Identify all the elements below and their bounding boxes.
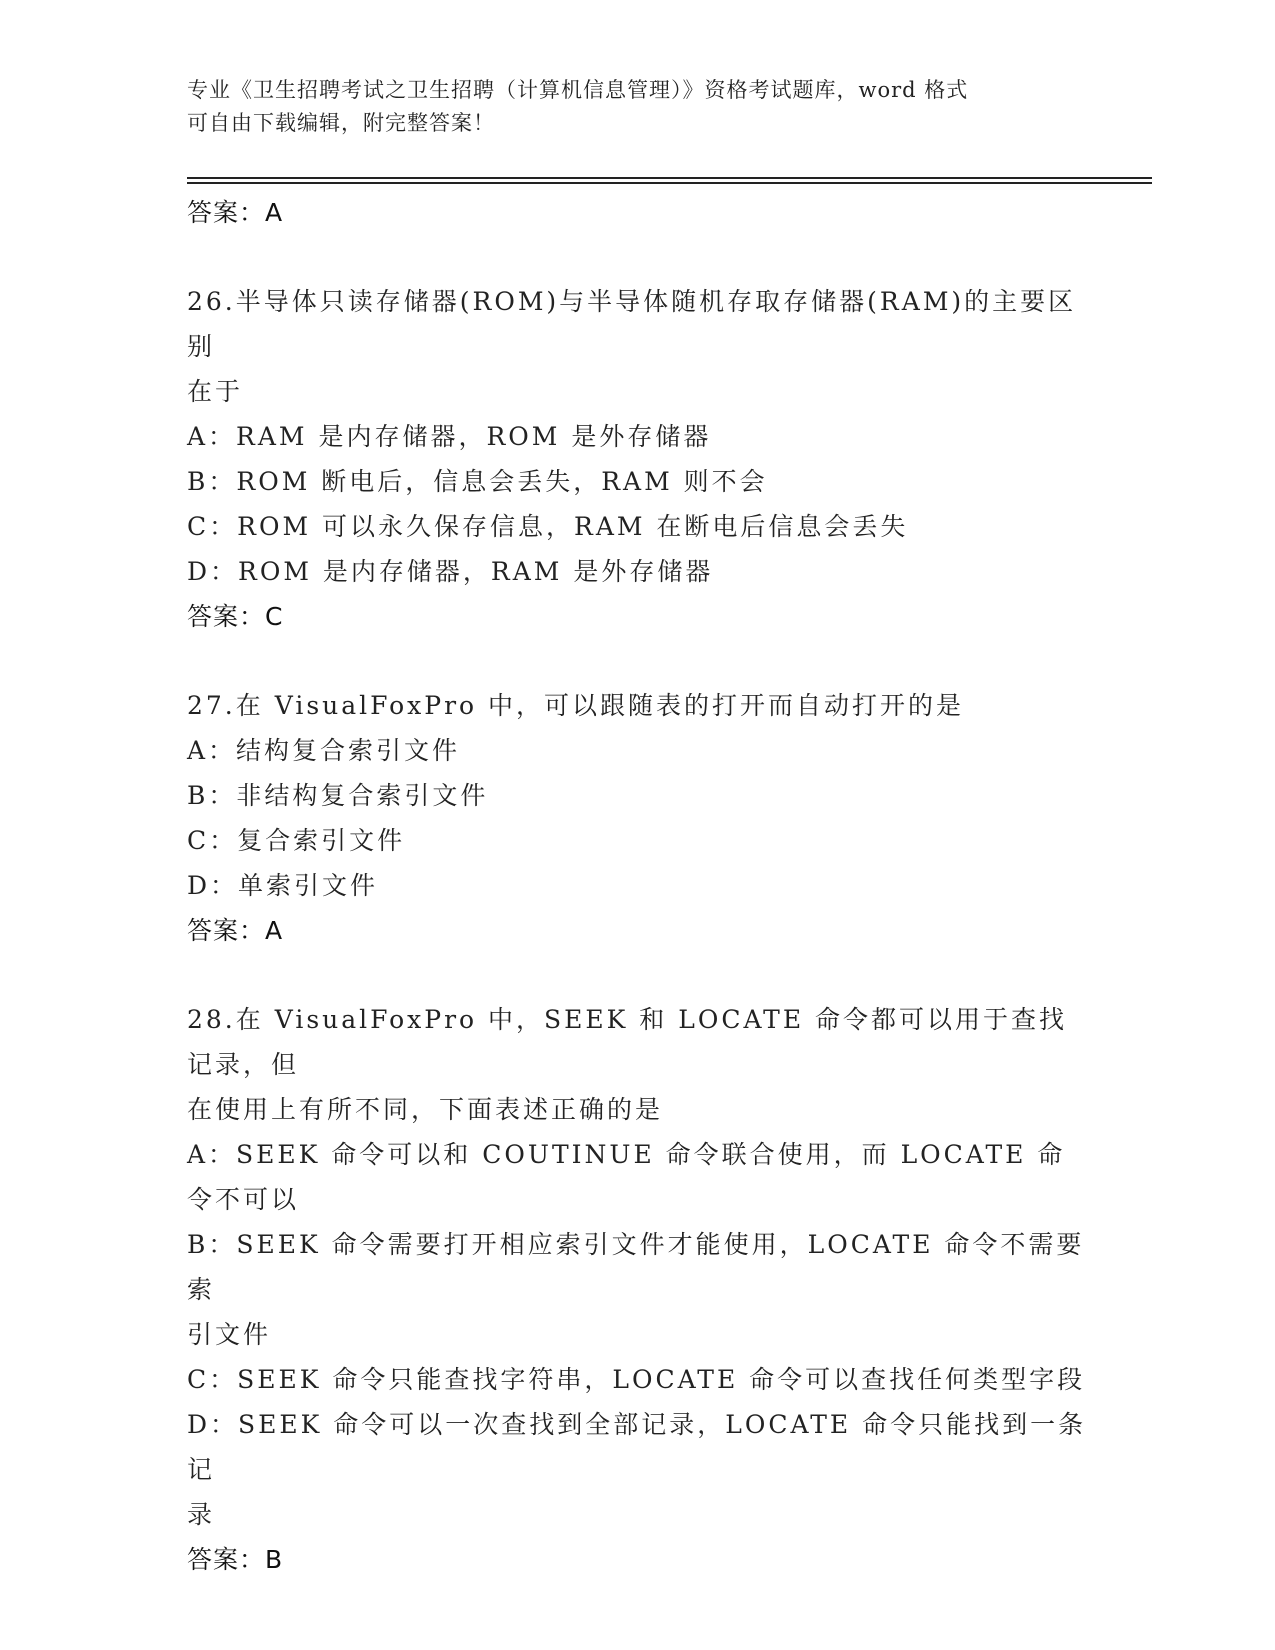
- option-line: B：非结构复合索引文件: [187, 781, 489, 810]
- option-line: A：RAM 是内存储器，ROM 是外存储器: [187, 422, 712, 451]
- header-line-2: 可自由下载编辑，附完整答案！: [187, 111, 495, 135]
- answer-line: 答案：A: [187, 916, 284, 945]
- question-2: [187, 683, 1087, 953]
- option-line: D：SEEK 命令可以一次查找到全部记录，LOCATE 命令只能找到一条记: [187, 1410, 1087, 1484]
- question-3: [187, 997, 1087, 1582]
- option-line: D：单索引文件: [187, 871, 379, 900]
- option-line: B：SEEK 命令需要打开相应索引文件才能使用，LOCATE 命令不需要索: [187, 1230, 1085, 1304]
- answer-line: 答案：C: [187, 602, 284, 631]
- previous-answer: 答案：A: [187, 198, 284, 227]
- question-stem-line: 28.在 VisualFoxPro 中，SEEK 和 LOCATE 命令都可以用于查找记录，但: [187, 1005, 1068, 1079]
- option-line: C：SEEK 命令只能查找字符串，LOCATE 命令可以查找任何类型字段: [187, 1365, 1086, 1394]
- option-line: A：SEEK 命令可以和 COUTINUE 命令联合使用，而 LOCATE 命令不可以: [187, 1140, 1066, 1214]
- header-line-1: 专业《卫生招聘考试之卫生招聘（计算机信息管理）》资格考试题库，word 格式: [187, 78, 969, 102]
- questions-container: [187, 279, 1087, 1582]
- question-1: [187, 279, 1087, 639]
- header-divider-bottom: [187, 182, 1152, 184]
- option-line: A：结构复合索引文件: [187, 736, 461, 765]
- document-header: [187, 74, 1067, 140]
- option-line: B：ROM 断电后，信息会丢失，RAM 则不会: [187, 467, 768, 496]
- answer-line: 答案：B: [187, 1545, 284, 1574]
- question-stem-line: 在使用上有所不同，下面表述正确的是: [187, 1095, 664, 1124]
- option-line: 录: [187, 1500, 216, 1529]
- header-divider-top: [187, 177, 1152, 179]
- question-stem-line: 在于: [187, 377, 244, 406]
- question-stem-line: 27.在 VisualFoxPro 中，可以跟随表的打开而自动打开的是: [187, 691, 965, 720]
- question-list: [187, 190, 1087, 1582]
- option-line: C：复合索引文件: [187, 826, 406, 855]
- question-stem-line: 26.半导体只读存储器(ROM)与半导体随机存取存储器(RAM)的主要区别: [187, 287, 1077, 361]
- option-line: C：ROM 可以永久保存信息，RAM 在断电后信息会丢失: [187, 512, 909, 541]
- option-line: D：ROM 是内存储器，RAM 是外存储器: [187, 557, 714, 586]
- option-line: 引文件: [187, 1320, 272, 1349]
